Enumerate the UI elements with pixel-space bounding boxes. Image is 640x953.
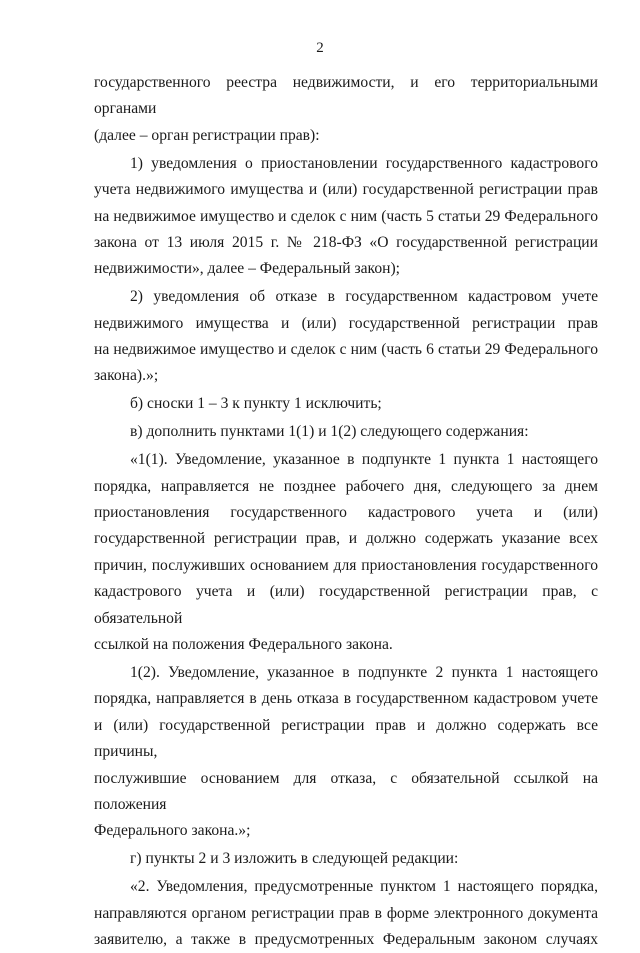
text-line: порядка, направляется не позднее рабочего дня, следующего за днем [94, 477, 598, 495]
text-line: закона).»; [94, 367, 159, 385]
text-line: заявителю, а также в предусмотренных Федеральным законом случаях [94, 931, 598, 948]
page-number: 2 [316, 40, 324, 56]
text-line: причин, послуживших основанием для приостановления государственного [94, 556, 598, 574]
paragraph-first-line: в) дополнить пунктами 1(1) и 1(2) следующего содержания: [130, 423, 529, 441]
paragraph-first-line: 2) уведомления об отказе в государственном кадастровом учете [130, 288, 598, 306]
paragraph-first-line: 1) уведомления о приостановлении государственного кадастрового [130, 154, 598, 172]
text-line: государственного реестра недвижимости, и его территориальными органами [94, 74, 598, 118]
text-line: на недвижимое имущество и сделок с ним (часть 5 статьи 29 Федерального [94, 207, 598, 225]
text-line: недвижимости», далее – Федеральный закон); [94, 260, 400, 278]
text-line: направляются органом регистрации прав в форме электронного документа [94, 904, 598, 922]
paragraph-first-line: 1(2). Уведомление, указанное в подпункте 2 пункта 1 настоящего [130, 663, 598, 681]
text-line: государственной регистрации прав, и должно содержать указание всех [94, 530, 598, 548]
text-line: ссылкой на положения Федерального закона. [94, 636, 393, 654]
text-line: приостановления государственного кадастрового учета и (или) [94, 504, 598, 521]
text-line: закона от 13 июля 2015 г. № 218-ФЗ «О государственной регистрации [94, 233, 598, 251]
text-line: кадастрового учета и (или) государственной регистрации прав, с обязательной [94, 583, 598, 627]
text-line: порядка, направляется в день отказа в государственном кадастровом учете [94, 690, 598, 708]
text-line: недвижимого имущества и (или) государственной регистрации прав [94, 314, 598, 332]
text-line: на недвижимое имущество и сделок с ним (часть 6 статьи 29 Федерального [94, 341, 598, 359]
text-line: Федерального закона.»; [94, 822, 251, 840]
text-line: учета недвижимого имущества и (или) государственной регистрации прав [94, 181, 598, 199]
text-line: послужившие основанием для отказа, с обязательной ссылкой на положения [94, 769, 598, 813]
paragraph-first-line: г) пункты 2 и 3 изложить в следующей редакции: [130, 850, 459, 868]
paragraph-first-line: б) сноски 1 – 3 к пункту 1 исключить; [130, 395, 382, 413]
text-line: и (или) государственной регистрации прав и должно содержать все причины, [94, 716, 598, 761]
text-line: (далее – орган регистрации прав): [94, 126, 320, 144]
document-body [94, 70, 598, 953]
paragraph-first-line: «1(1). Уведомление, указанное в подпункте 1 пункта 1 настоящего [130, 451, 598, 469]
paragraph-first-line: «2. Уведомления, предусмотренные пунктом 1 настоящего порядка, [130, 878, 598, 896]
